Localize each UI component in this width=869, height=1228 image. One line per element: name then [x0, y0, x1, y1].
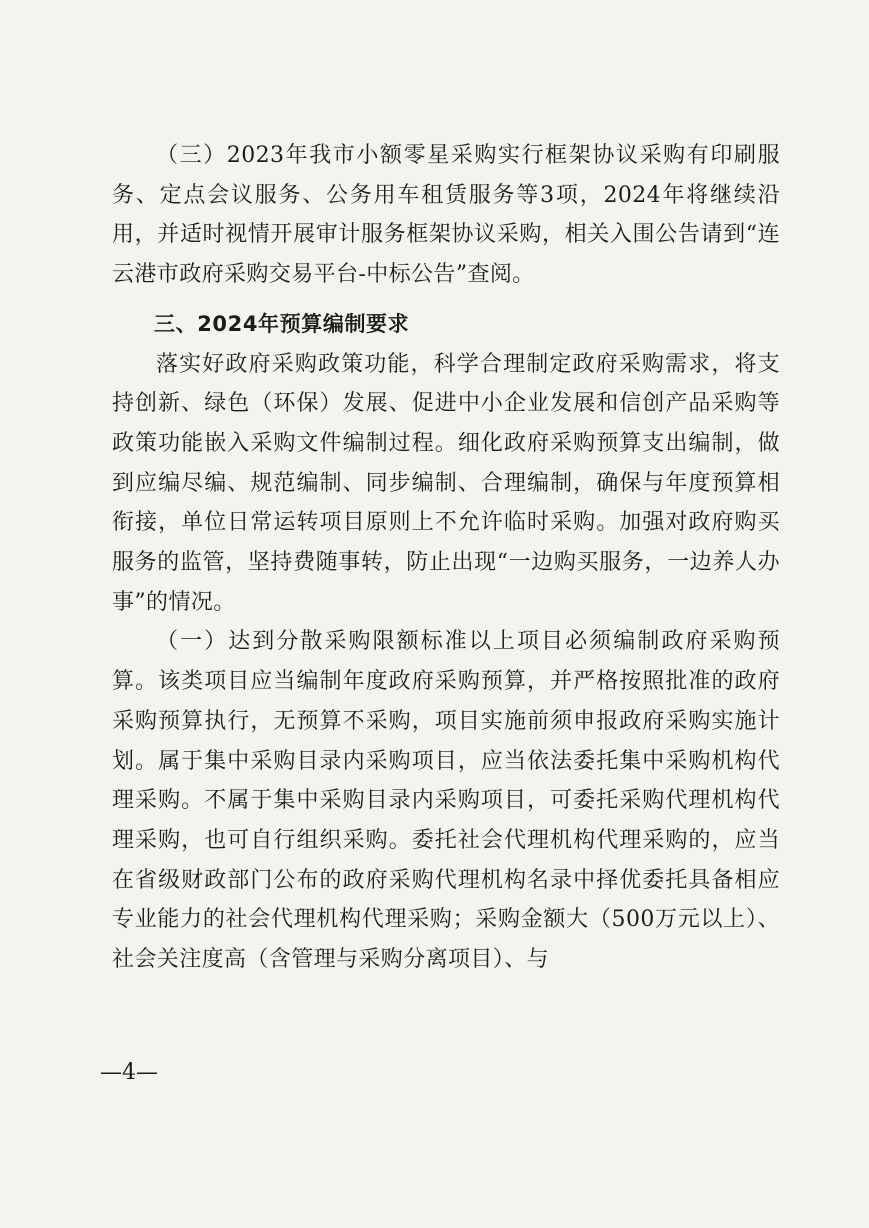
- page-number: —4—: [100, 1060, 158, 1085]
- section-heading-budget-requirements: 三、2024年预算编制要求: [154, 311, 410, 336]
- paragraph-decentralized-procurement: （一）达到分散采购限额标准以上项目必须编制政府采购预算。该类项目应当编制年度政府采购预算，并严格按照批准的政府采购预算执行，无预算不采购，项目实施前须申报政府采购实施计划。属于集中采购目录内采购项目，应当依法委托集中采购机构代理采购。不属于集中采购目录内采购项目，可委托采购代理机构代理采购，也可自行组织采购。委托社会代理机构代理采购的，应当在省级财政部门公布的政府采购代理机构名录中择优委托具备相应专业能力的社会代理机构代理采购；采购金额大（500万元以上）、社会关注度高（含管理与采购分离项目）、与: [112, 629, 780, 973]
- paragraph-policy-functions: 落实好政府采购政策功能，科学合理制定政府采购需求，将支持创新、绿色（环保）发展、促进中小企业发展和信创产品采购等政策功能嵌入采购文件编制过程。细化政府采购预算支出编制，做到应编尽编、规范编制、同步编制、合理编制，确保与年度预算相衔接，单位日常运转项目原则上不允许临时采购。加强对政府购买服务的监管，坚持费随事转，防止出现“一边购买服务，一边养人办事”的情况。: [112, 351, 780, 615]
- document-body: [112, 136, 780, 980]
- paragraph-framework-agreement: （三）2023年我市小额零星采购实行框架协议采购有印刷服务、定点会议服务、公务用车租赁服务等3项，2024年将继续沿用，并适时视情开展审计服务框架协议采购，相关入围公告请到“连云港市政府采购交易平台-中标公告”查阅。: [112, 143, 780, 288]
